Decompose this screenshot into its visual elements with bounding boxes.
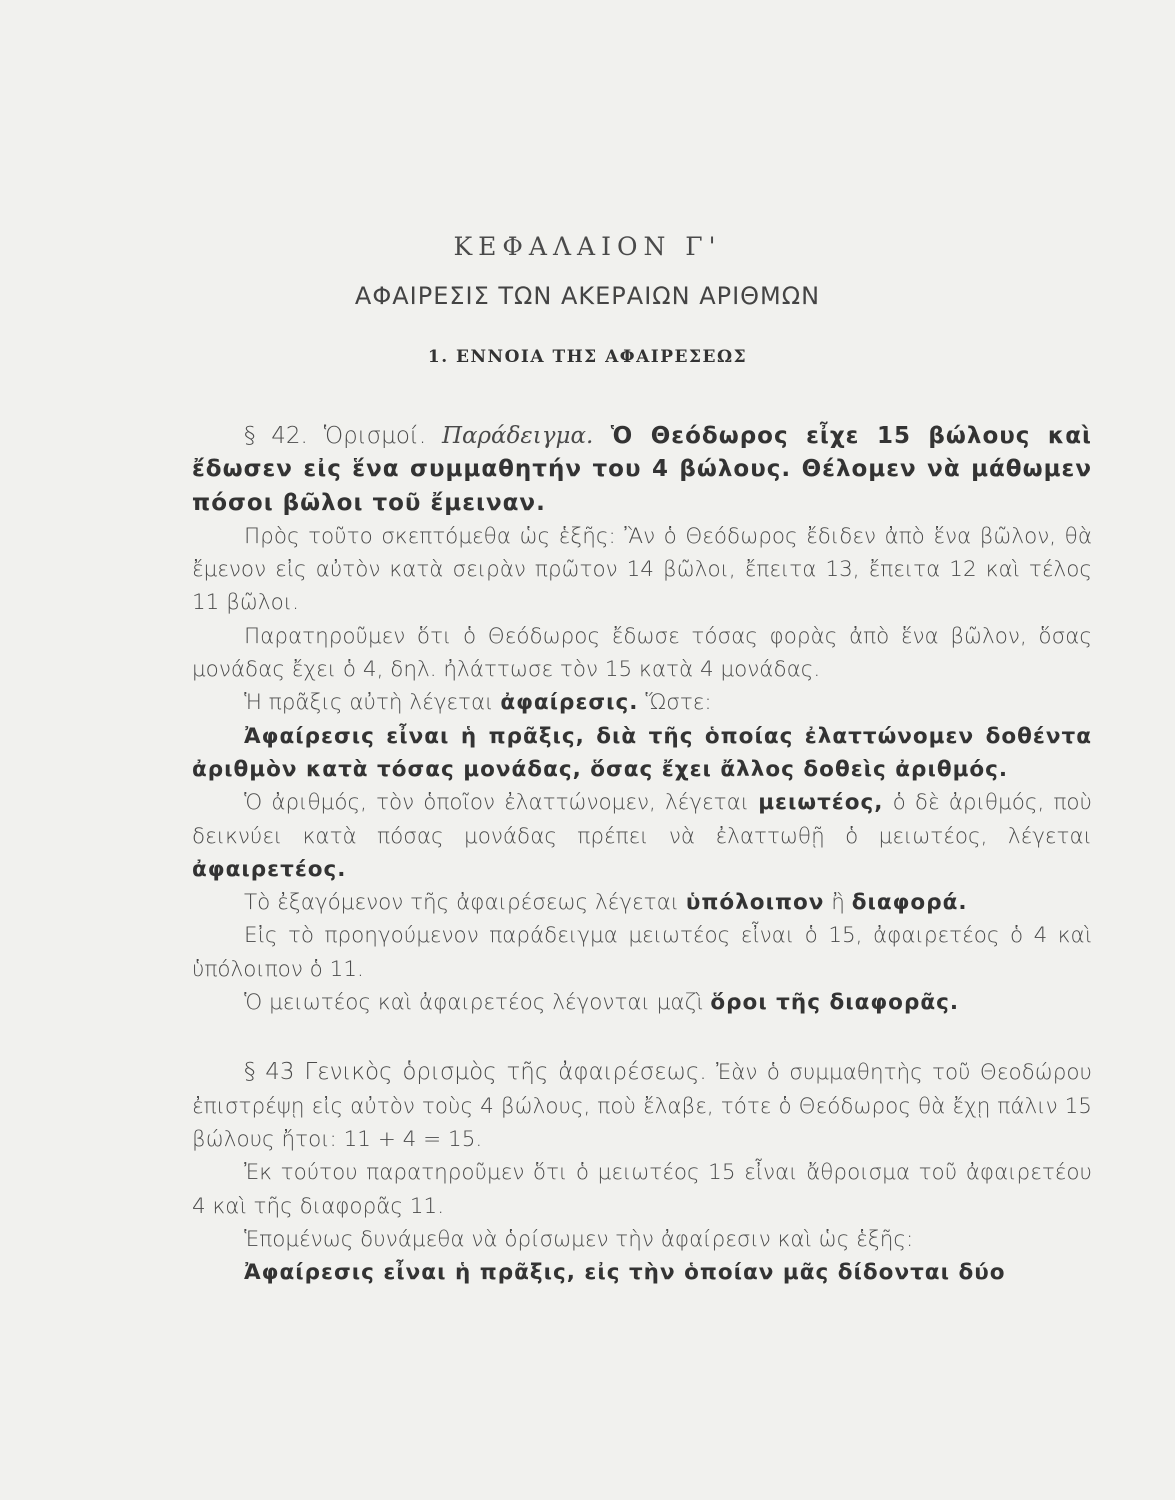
previous-example-paragraph: Εἰς τὸ προηγούμενον παράδειγμα μειωτέος εἶναι ὁ 15, ἀφαιρετέος ὁ 4 καὶ ὑπόλοιπον ὁ 11. (192, 923, 1092, 982)
chapter-heading: ΚΕΦΑΛΑΙΟΝ Γ' (453, 232, 722, 261)
minuend-text: Ὁ ἀριθμός, τὸν ὁποῖον ἐλαττώνομεν, λέγεται (244, 790, 759, 816)
result-or: ἢ (824, 890, 852, 916)
operation-name-paragraph (192, 686, 1092, 719)
body-text (192, 420, 1092, 1289)
term-subtraction: ἀφαίρεσις. (500, 690, 639, 716)
paragraph-42-intro (192, 420, 1092, 520)
result-text: Τὸ ἐξαγόμενον τῆς ἀφαιρέσεως λέγεται (244, 890, 686, 916)
therefore-text: Ὥστε: (638, 690, 712, 716)
definition-subtraction: Ἀφαίρεσις εἶναι ἡ πρᾶξις, διὰ τῆς ὁποίας ἐλαττώνομεν δοθέντα ἀριθμὸν κατὰ τόσας μονάδας, ὅσας ἔχει ἄλλος δοθεὶς ἀριθμός. (192, 723, 1092, 782)
operation-name-text: Ἡ πρᾶξις αὐτὴ λέγεται (244, 690, 501, 716)
terms-paragraph (192, 986, 1092, 1019)
chapter-title: ΑΦΑΙΡΕΣΙΣ ΤΩΝ ΑΚΕΡΑΙΩΝ ΑΡΙΘΜΩΝ (354, 282, 821, 310)
subtrahend-text: ὁ δὲ ἀριθμός, ποὺ δεικνύει κατὰ πόσας μονάδας πρέπει νὰ ἐλαττωθῇ ὁ μειωτέος, λέγεται (192, 790, 1092, 849)
reasoning-paragraph: Πρὸς τοῦτο σκεπτόμεθα ὡς ἑξῆς: Ἂν ὁ Θεόδωρος ἔδιδεν ἀπὸ ἕνα βῶλον, θὰ ἔμενον εἰς αὐτὸν κατὰ σειρὰν πρῶτον 14 βῶλοι, ἔπειτα 13, ἔπειτα 12 καὶ τέλος 11 βῶλοι. (192, 523, 1092, 616)
paragraph-43-therefore: Ἑπομένως δυνάμεθα νὰ ὁρίσωμεν τὴν ἀφαίρεσιν καὶ ὡς ἑξῆς: (244, 1226, 914, 1252)
term-difference: διαφορά. (851, 890, 968, 916)
paragraph-42-label: § 42. Ὁρισμοί. (244, 423, 442, 449)
minuend-subtrahend-paragraph (192, 786, 1092, 886)
term-subtrahend: ἀφαιρετέος. (192, 856, 347, 882)
result-paragraph (192, 886, 1092, 919)
example-statement: Ὁ Θεόδωρος εἶχε 15 βώλους καὶ ἔδωσεν εἰς ἕνα συμμαθητήν του 4 βώλους. Θέλομεν νὰ μάθωμεν πόσοι βῶλοι τοῦ ἔμειναν. (192, 423, 1092, 516)
paragraph-43-observation: Ἐκ τούτου παρατηροῦμεν ὅτι ὁ μειωτέος 15 εἶναι ἄθροισμα τοῦ ἀφαιρετέου 4 καὶ τῆς διαφορᾶς 11. (192, 1160, 1092, 1219)
term-remainder: ὑπόλοιπον (685, 890, 825, 916)
paragraph-43-label: § 43 Γενικὸς ὁρισμὸς τῆς ἀφαιρέσεως. (244, 1059, 707, 1086)
general-definition: Ἀφαίρεσις εἶναι ἡ πρᾶξις, εἰς τὴν ὁποίαν μᾶς δίδονται δύο (244, 1260, 1006, 1286)
observation-paragraph: Παρατηροῦμεν ὅτι ὁ Θεόδωρος ἔδωσε τόσας φορὰς ἀπὸ ἕνα βῶλον, ὅσας μονάδας ἔχει ὁ 4, δηλ. ἠλάττωσε τὸν 15 κατὰ 4 μονάδας. (192, 623, 1092, 683)
section-heading: 1. ΕΝΝΟΙΑ ΤΗΣ ΑΦΑΙΡΕΣΕΩΣ (427, 347, 748, 367)
term-minuend: μειωτέος, (758, 790, 884, 816)
terms-text: Ὁ μειωτέος καὶ ἀφαιρετέος λέγονται μαζὶ (244, 990, 711, 1016)
paragraph-43-intro (192, 1056, 1092, 1156)
term-terms-of-difference: ὅροι τῆς διαφορᾶς. (710, 990, 960, 1016)
example-label: Παράδειγμα. (441, 423, 594, 449)
paragraph-43-text: Ἐὰν ὁ συμμαθητὴς τοῦ Θεοδώρου ἐπιστρέψῃ εἰς αὐτὸν τοὺς 4 βώλους, ποὺ ἔλαβε, τότε ὁ Θεόδωρος θὰ ἔχῃ πάλιν 15 βώλους ἤτοι: 11 + 4 = 15. (192, 1060, 1092, 1152)
